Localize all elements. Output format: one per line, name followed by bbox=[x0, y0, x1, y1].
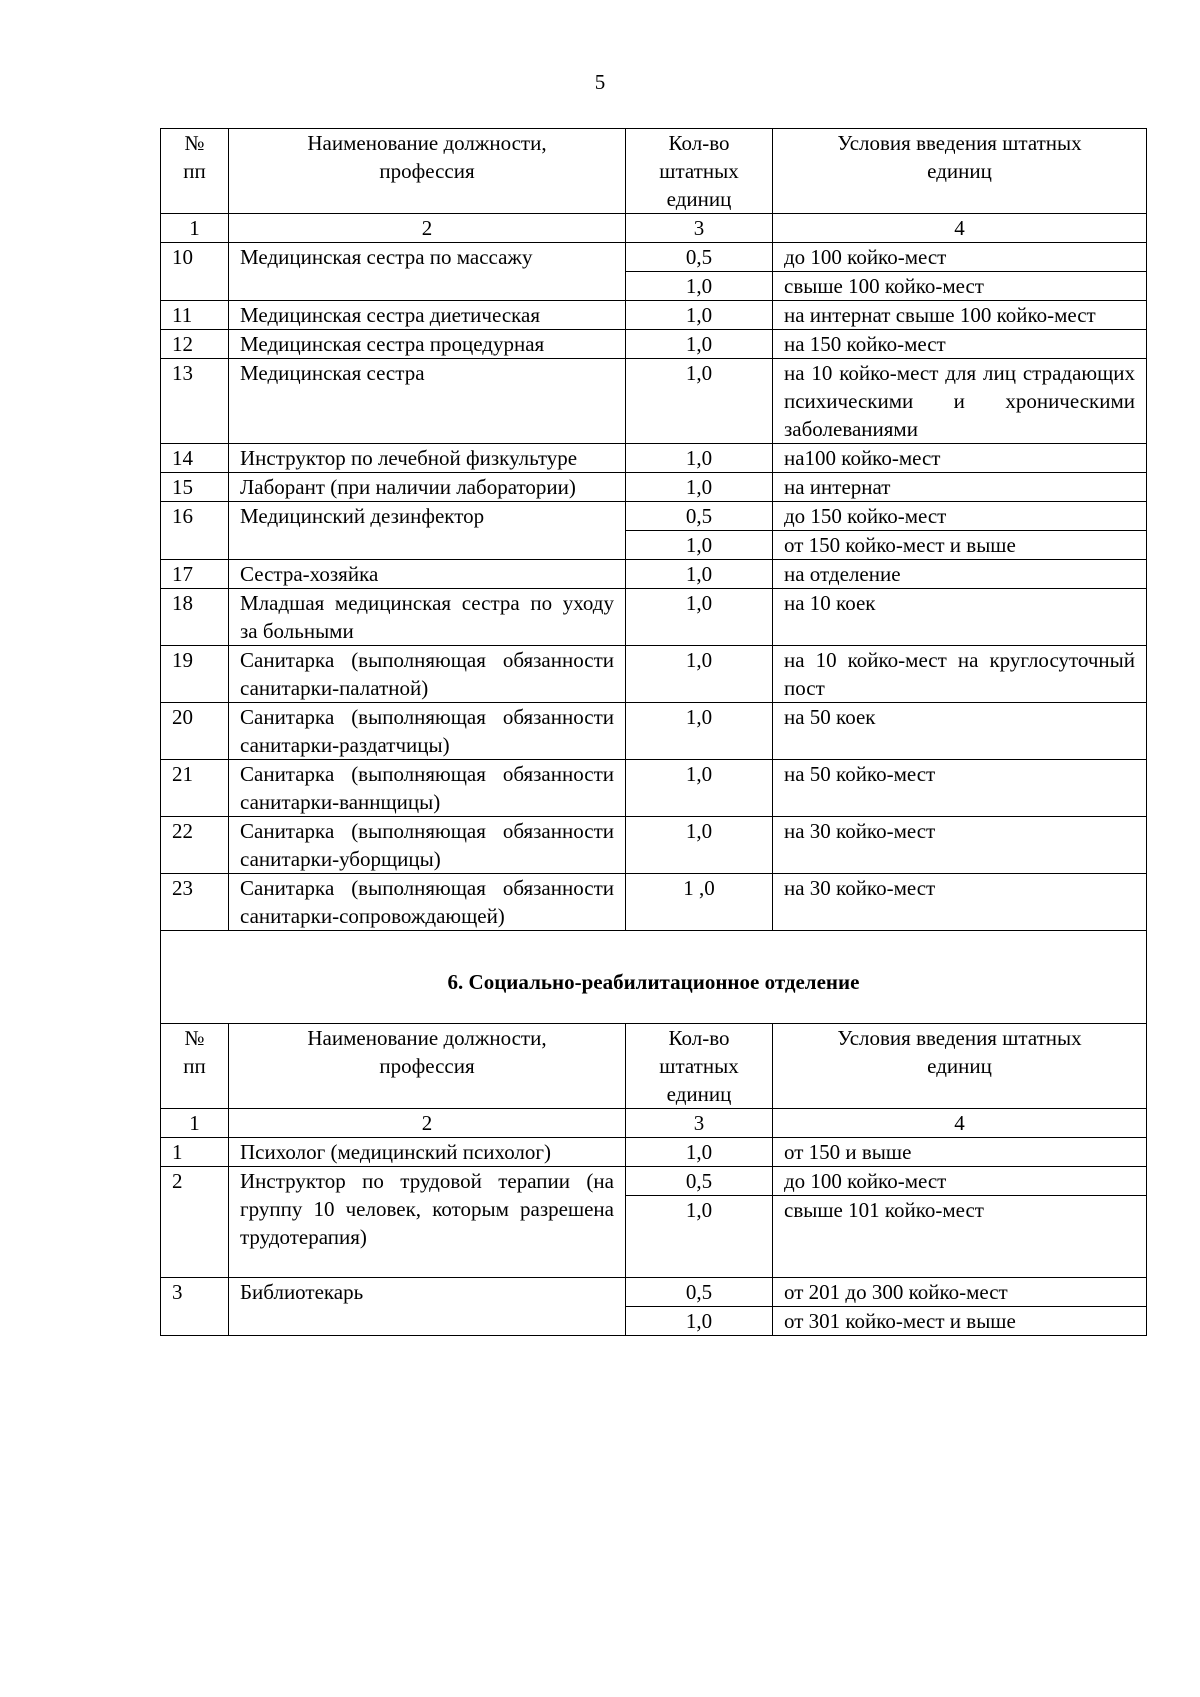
position-title: Лаборант (при наличии лаборатории) bbox=[229, 473, 626, 502]
quantity: 1,0 bbox=[626, 646, 773, 703]
table-row bbox=[161, 1138, 1147, 1167]
row-number: 20 bbox=[161, 703, 229, 760]
header-number: № пп bbox=[161, 129, 229, 214]
position-title: Санитарка (выполняющая обязанности санитарки-раздатчицы) bbox=[229, 703, 626, 760]
condition: от 150 койко-мест и выше bbox=[773, 531, 1147, 560]
position-title: Психолог (медицинский психолог) bbox=[229, 1138, 626, 1167]
column-number: 1 bbox=[161, 214, 229, 243]
quantity: 1,0 bbox=[626, 1196, 773, 1278]
condition: на 50 коек bbox=[773, 703, 1147, 760]
quantity: 1,0 bbox=[626, 1307, 773, 1336]
row-number: 1 bbox=[161, 1138, 229, 1167]
position-title: Медицинская сестра процедурная bbox=[229, 330, 626, 359]
table-row bbox=[161, 243, 1147, 272]
quantity: 1,0 bbox=[626, 359, 773, 444]
row-number: 18 bbox=[161, 589, 229, 646]
condition: до 100 койко-мест bbox=[773, 243, 1147, 272]
row-number: 14 bbox=[161, 444, 229, 473]
header-conditions: Условия введения штатных единиц bbox=[773, 1024, 1147, 1109]
quantity: 1,0 bbox=[626, 531, 773, 560]
column-number: 4 bbox=[773, 214, 1147, 243]
condition: на интернат свыше 100 койко-мест bbox=[773, 301, 1147, 330]
row-number: 22 bbox=[161, 817, 229, 874]
table-row bbox=[161, 560, 1147, 589]
condition: от 301 койко-мест и выше bbox=[773, 1307, 1147, 1336]
position-title: Медицинская сестра по массажу bbox=[229, 243, 626, 301]
condition: на 10 коек bbox=[773, 589, 1147, 646]
table-row bbox=[161, 473, 1147, 502]
row-number: 16 bbox=[161, 502, 229, 560]
header-position: Наименование должности, профессия bbox=[229, 129, 626, 214]
quantity: 1,0 bbox=[626, 589, 773, 646]
quantity: 1,0 bbox=[626, 444, 773, 473]
quantity: 1,0 bbox=[626, 330, 773, 359]
condition: от 150 и выше bbox=[773, 1138, 1147, 1167]
page-number: 5 bbox=[594, 70, 606, 94]
position-title: Младшая медицинская сестра по уходу за больными bbox=[229, 589, 626, 646]
row-number: 3 bbox=[161, 1278, 229, 1336]
quantity: 0,5 bbox=[626, 1167, 773, 1196]
quantity: 0,5 bbox=[626, 502, 773, 531]
header-conditions: Условия введения штатных единиц bbox=[773, 129, 1147, 214]
condition: от 201 до 300 койко-мест bbox=[773, 1278, 1147, 1307]
header-position: Наименование должности, профессия bbox=[229, 1024, 626, 1109]
condition: на отделение bbox=[773, 560, 1147, 589]
position-title: Медицинский дезинфектор bbox=[229, 502, 626, 560]
quantity: 0,5 bbox=[626, 1278, 773, 1307]
row-number: 15 bbox=[161, 473, 229, 502]
quantity: 1,0 bbox=[626, 301, 773, 330]
condition: свыше 101 койко-мест bbox=[773, 1196, 1147, 1278]
condition: на 30 койко-мест bbox=[773, 817, 1147, 874]
position-title: Санитарка (выполняющая обязанности санитарки-палатной) bbox=[229, 646, 626, 703]
condition: на 150 койко-мест bbox=[773, 330, 1147, 359]
header-quantity: Кол-во штатных единиц bbox=[626, 1024, 773, 1109]
condition: на100 койко-мест bbox=[773, 444, 1147, 473]
column-number: 4 bbox=[773, 1109, 1147, 1138]
position-title: Инструктор по трудовой терапии (на группу 10 человек, которым разрешена трудотерапия) bbox=[229, 1167, 626, 1278]
header-number: № пп bbox=[161, 1024, 229, 1109]
row-number: 23 bbox=[161, 874, 229, 931]
table-row bbox=[161, 301, 1147, 330]
column-number: 3 bbox=[626, 1109, 773, 1138]
table-row bbox=[161, 359, 1147, 444]
condition: на 10 койко-мест на круглосуточный пост bbox=[773, 646, 1147, 703]
quantity: 1,0 bbox=[626, 1138, 773, 1167]
quantity: 1,0 bbox=[626, 560, 773, 589]
table-row bbox=[161, 817, 1147, 874]
column-number: 2 bbox=[229, 1109, 626, 1138]
condition: до 100 койко-мест bbox=[773, 1167, 1147, 1196]
section-title: 6. Социально-реабилитационное отделение bbox=[161, 931, 1147, 1024]
row-number: 19 bbox=[161, 646, 229, 703]
position-title: Санитарка (выполняющая обязанности санитарки-сопровождающей) bbox=[229, 874, 626, 931]
condition: на 50 койко-мест bbox=[773, 760, 1147, 817]
quantity: 1,0 bbox=[626, 703, 773, 760]
section-row bbox=[161, 931, 1147, 1024]
table-row bbox=[161, 1278, 1147, 1307]
table-header-row bbox=[161, 129, 1147, 214]
table-row bbox=[161, 589, 1147, 646]
column-numbers-row bbox=[161, 214, 1147, 243]
quantity: 1 ,0 bbox=[626, 874, 773, 931]
table-row bbox=[161, 760, 1147, 817]
row-number: 10 bbox=[161, 243, 229, 301]
position-title: Инструктор по лечебной физкультуре bbox=[229, 444, 626, 473]
quantity: 0,5 bbox=[626, 243, 773, 272]
position-title: Медицинская сестра диетическая bbox=[229, 301, 626, 330]
table-row bbox=[161, 703, 1147, 760]
row-number: 11 bbox=[161, 301, 229, 330]
position-title: Санитарка (выполняющая обязанности санитарки-ваннщицы) bbox=[229, 760, 626, 817]
table-row bbox=[161, 444, 1147, 473]
column-number: 2 bbox=[229, 214, 626, 243]
quantity: 1,0 bbox=[626, 760, 773, 817]
row-number: 12 bbox=[161, 330, 229, 359]
row-number: 13 bbox=[161, 359, 229, 444]
staffing-table bbox=[160, 128, 1147, 1336]
position-title: Санитарка (выполняющая обязанности санитарки-уборщицы) bbox=[229, 817, 626, 874]
table-header-row bbox=[161, 1024, 1147, 1109]
condition: на 10 койко-мест для лиц страдающих психическими и хроническими заболеваниями bbox=[773, 359, 1147, 444]
condition: на интернат bbox=[773, 473, 1147, 502]
table-row bbox=[161, 502, 1147, 531]
condition: до 150 койко-мест bbox=[773, 502, 1147, 531]
position-title: Медицинская сестра bbox=[229, 359, 626, 444]
table-row bbox=[161, 874, 1147, 931]
quantity: 1,0 bbox=[626, 817, 773, 874]
header-quantity: Кол-во штатных единиц bbox=[626, 129, 773, 214]
table-row bbox=[161, 330, 1147, 359]
table-row bbox=[161, 1167, 1147, 1196]
position-title: Сестра-хозяйка bbox=[229, 560, 626, 589]
quantity: 1,0 bbox=[626, 473, 773, 502]
row-number: 2 bbox=[161, 1167, 229, 1278]
column-number: 1 bbox=[161, 1109, 229, 1138]
row-number: 17 bbox=[161, 560, 229, 589]
column-number: 3 bbox=[626, 214, 773, 243]
column-numbers-row bbox=[161, 1109, 1147, 1138]
row-number: 21 bbox=[161, 760, 229, 817]
condition: свыше 100 койко-мест bbox=[773, 272, 1147, 301]
table-row bbox=[161, 646, 1147, 703]
position-title: Библиотекарь bbox=[229, 1278, 626, 1336]
quantity: 1,0 bbox=[626, 272, 773, 301]
condition: на 30 койко-мест bbox=[773, 874, 1147, 931]
